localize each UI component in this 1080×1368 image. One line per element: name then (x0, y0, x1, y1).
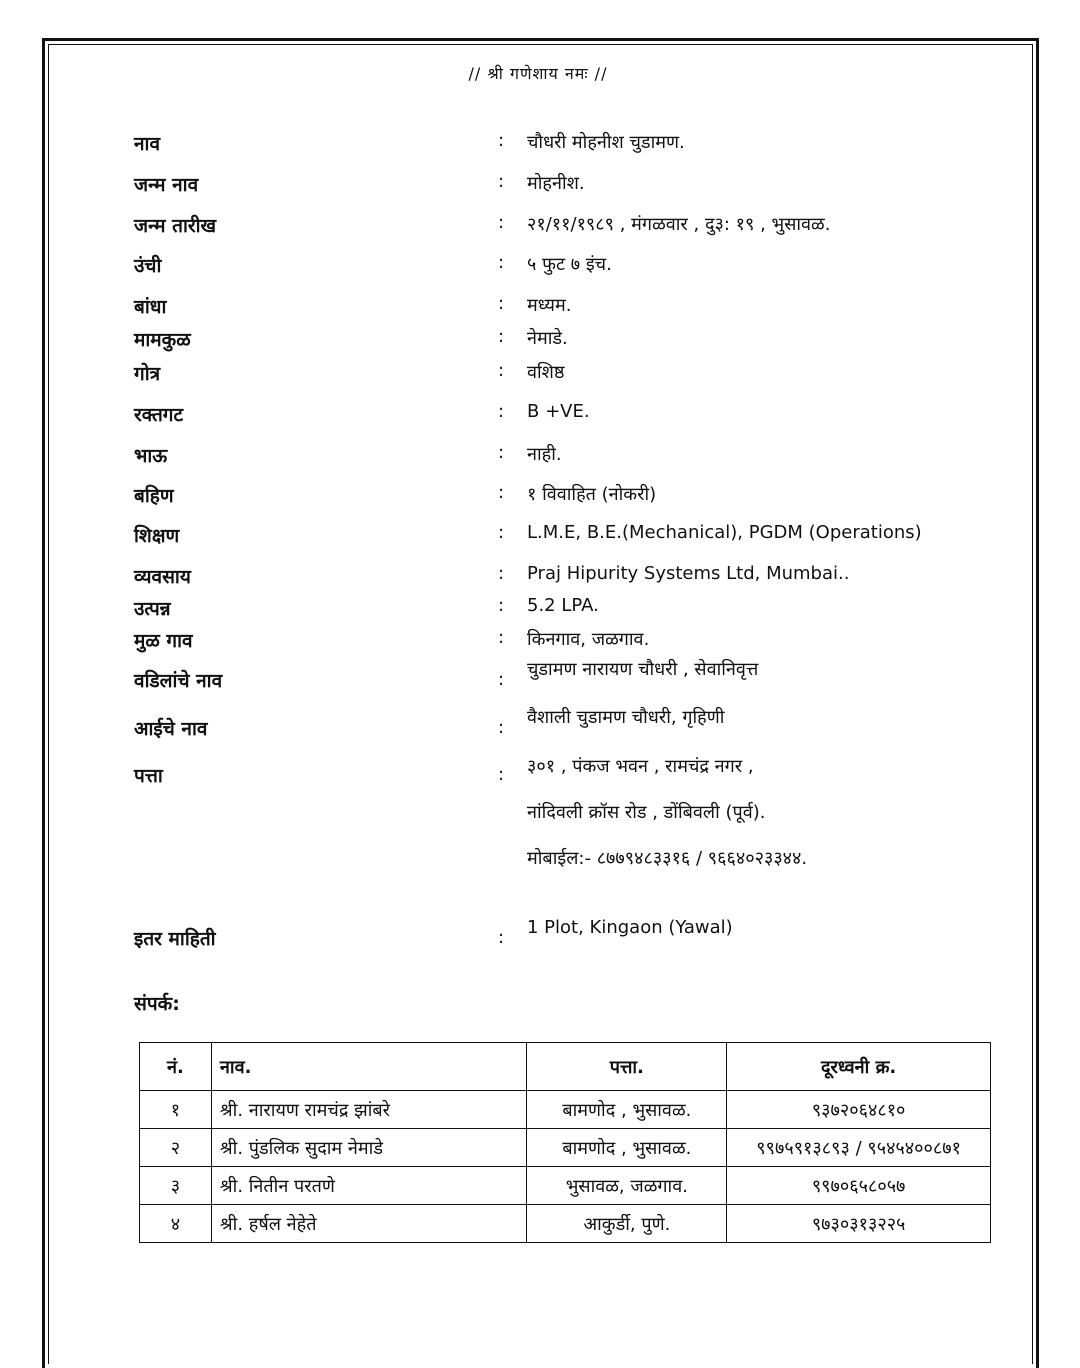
cell-phone: ९७३०३१३२२५ (727, 1205, 991, 1243)
field-colon: : (498, 130, 505, 151)
cell-address: बामणोद , भुसावळ. (527, 1129, 727, 1167)
field-colon: : (498, 293, 505, 314)
field-value: 1 Plot, Kingaon (Yawal) (527, 917, 733, 938)
column-header-phone: दूरध्वनी क्र. (727, 1043, 991, 1091)
cell-number: २ (140, 1129, 212, 1167)
field-label: रक्तगट (134, 404, 184, 426)
column-header-name: नाव. (211, 1043, 527, 1091)
address-line-2 (0, 800, 1080, 830)
cell-phone: ९९७५९१३८९३ / ९५४५४००८७१ (727, 1129, 991, 1167)
field-blood-group (0, 401, 1080, 431)
field-label: इतर माहिती (134, 928, 216, 950)
field-income (0, 595, 1080, 625)
field-colon: : (498, 171, 505, 192)
field-other-info (0, 917, 1080, 955)
table-row (140, 1205, 991, 1243)
field-colon: : (498, 717, 505, 738)
field-value: ३०१ , पंकज भवन , रामचंद्र नगर , (527, 756, 754, 777)
field-colon: : (498, 252, 505, 273)
field-label: गोत्र (134, 363, 161, 385)
field-label: आईचे नाव (134, 718, 208, 740)
table-row (140, 1129, 991, 1167)
field-colon: : (498, 669, 505, 690)
field-name (0, 130, 1080, 160)
field-label: नाव (134, 133, 161, 155)
field-brother (0, 442, 1080, 472)
field-colon: : (498, 360, 505, 381)
field-value: 5.2 LPA. (527, 595, 599, 616)
field-label: मामकुळ (134, 329, 191, 351)
field-value: २१/११/१९८९ , मंगळवार , दु३: १९ , भुसावळ. (527, 214, 831, 235)
contact-heading: संपर्क: (134, 993, 180, 1015)
cell-name: श्री. हर्षल नेहेते (211, 1205, 527, 1243)
field-label: बांधा (134, 296, 167, 318)
field-colon: : (498, 326, 505, 347)
field-label: उत्पन्न (134, 598, 171, 620)
address-line: नांदिवली क्रॉस रोड , डोंबिवली (पूर्व). (527, 802, 766, 823)
field-native-place (0, 627, 1080, 657)
cell-address: भुसावळ, जळगाव. (527, 1167, 727, 1205)
field-colon: : (498, 595, 505, 616)
field-value: मध्यम. (527, 295, 572, 316)
field-colon: : (498, 482, 505, 503)
field-label: भाऊ (134, 445, 168, 467)
field-label: उंची (134, 255, 162, 277)
field-colon: : (498, 401, 505, 422)
field-colon: : (498, 627, 505, 648)
column-header-number: नं. (140, 1043, 212, 1091)
field-label: व्यवसाय (134, 566, 191, 588)
field-value: वैशाली चुडामण चौधरी, गृहिणी (527, 707, 725, 728)
table-row (140, 1091, 991, 1129)
field-value: किनगाव, जळगाव. (527, 629, 650, 650)
field-build (0, 293, 1080, 323)
field-label: मुळ गाव (134, 630, 193, 652)
cell-phone: ९३७२०६४८१० (727, 1091, 991, 1129)
field-value: चौधरी मोहनीश चुडामण. (527, 132, 685, 153)
column-header-address: पत्ता. (527, 1043, 727, 1091)
field-birth-name (0, 171, 1080, 201)
cell-number: ३ (140, 1167, 212, 1205)
field-value: चुडामण नारायण चौधरी , सेवानिवृत्त (527, 659, 759, 680)
field-colon: : (498, 764, 505, 785)
field-label: वडिलांचे नाव (134, 670, 223, 692)
field-address (0, 756, 1080, 792)
field-label: बहिण (134, 485, 174, 507)
table-header-row (140, 1043, 991, 1091)
field-gotra (0, 360, 1080, 390)
field-height (0, 252, 1080, 282)
field-value: वशिष्ठ (527, 362, 565, 383)
cell-address: आकुर्डी, पुणे. (527, 1205, 727, 1243)
field-value: नाही. (527, 444, 562, 465)
cell-phone: ९९७०६५८०५७ (727, 1167, 991, 1205)
address-line: मोबाईल:- ८७७९४८३३१६ / ९६६४०२३३४४. (527, 848, 808, 869)
field-colon: : (498, 442, 505, 463)
field-colon: : (498, 522, 505, 543)
field-occupation (0, 563, 1080, 593)
cell-name: श्री. नितीन परतणे (211, 1167, 527, 1205)
table-row (140, 1167, 991, 1205)
field-colon: : (498, 212, 505, 233)
field-label: पत्ता (134, 765, 163, 787)
cell-number: १ (140, 1091, 212, 1129)
field-value: १ विवाहित (नोकरी) (527, 484, 657, 505)
field-label: शिक्षण (134, 525, 180, 547)
cell-number: ४ (140, 1205, 212, 1243)
invocation-heading: // श्री गणेशाय नमः // (468, 64, 608, 83)
field-colon: : (498, 563, 505, 584)
field-value: L.M.E, B.E.(Mechanical), PGDM (Operations) (527, 522, 922, 543)
contacts-table (139, 1042, 991, 1243)
field-maternal-clan (0, 326, 1080, 356)
field-father-name (0, 659, 1080, 697)
cell-address: बामणोद , भुसावळ. (527, 1091, 727, 1129)
address-line-mobile (0, 846, 1080, 876)
field-birth-date (0, 212, 1080, 242)
field-value: Praj Hipurity Systems Ltd, Mumbai.. (527, 563, 850, 584)
field-label: जन्म तारीख (134, 215, 217, 237)
cell-name: श्री. नारायण रामचंद्र झांबरे (211, 1091, 527, 1129)
field-label: जन्म नाव (134, 174, 199, 196)
field-colon: : (498, 927, 505, 948)
field-value: मोहनीश. (527, 173, 585, 194)
field-value: B +VE. (527, 401, 590, 422)
field-education (0, 522, 1080, 552)
field-mother-name (0, 707, 1080, 745)
field-value: नेमाडे. (527, 328, 568, 349)
cell-name: श्री. पुंडलिक सुदाम नेमाडे (211, 1129, 527, 1167)
field-sister (0, 482, 1080, 512)
field-value: ५ फुट ७ इंच. (527, 254, 612, 275)
